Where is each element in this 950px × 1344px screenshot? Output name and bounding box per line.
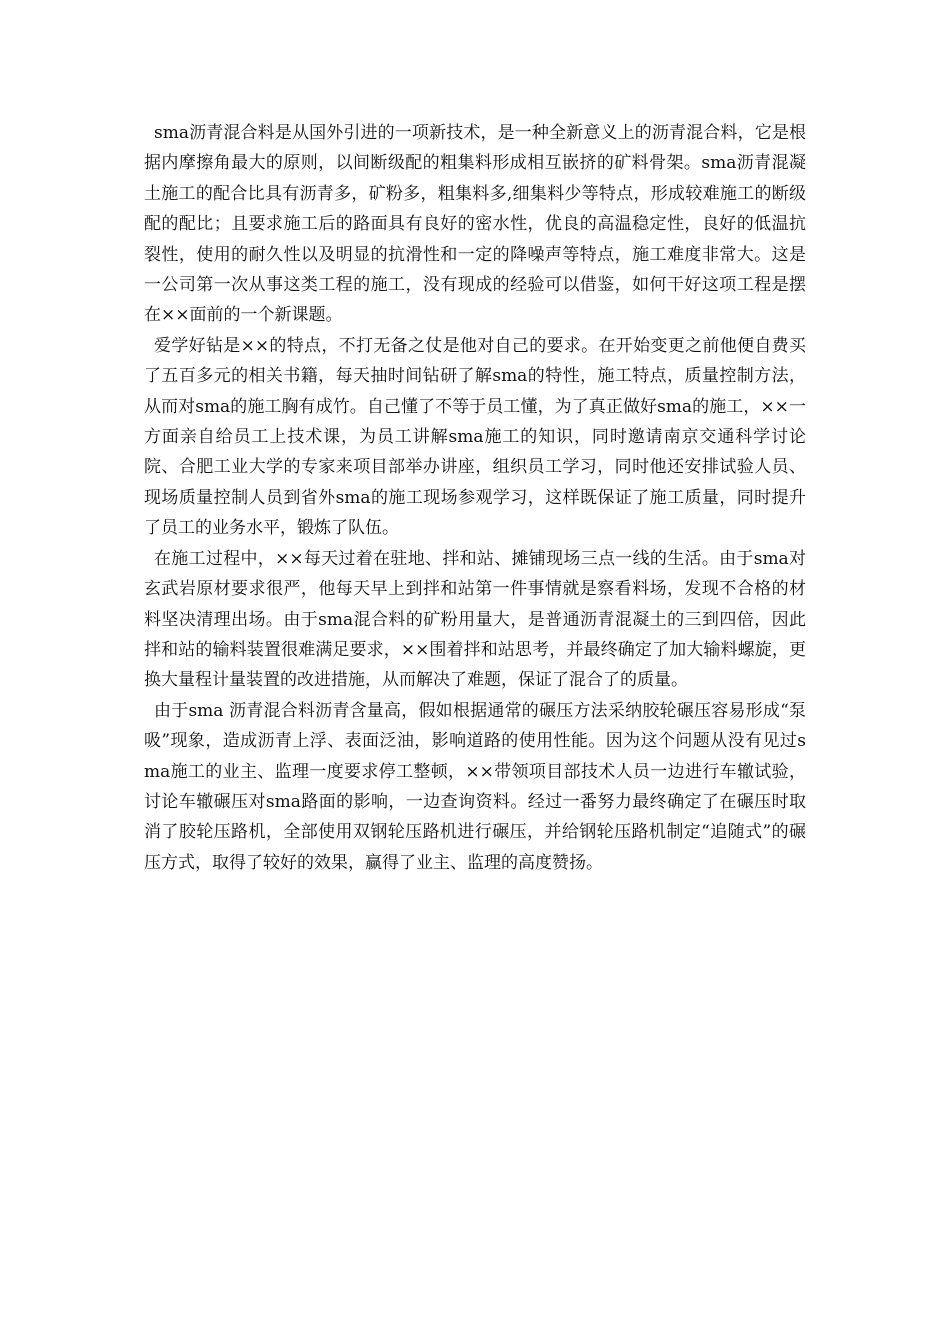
paragraph-1: sma沥青混合料是从国外引进的一项新技术，是一种全新意义上的沥青混合料，它是根据内摩擦角最大的原则，以间断级配的粗集料形成相互嵌挤的矿料骨架。sma沥青混凝土施工的配合比具有沥青多，矿粉多，粗集料多,细集料少等特点，形成较难施工的断级配的配比；且要求施工后的路面具有良好的密水性，优良的高温稳定性，良好的低温抗裂性，使用的耐久性以及明显的抗滑性和一定的降噪声等特点，施工难度非常大。这是一公司第一次从事这类工程的施工，没有现成的经验可以借鉴，如何干好这项工程是摆在××面前的一个新课题。 — [144, 123, 806, 326]
paragraph-3: 在施工过程中，××每天过着在驻地、拌和站、摊铺现场三点一线的生活。由于sma对玄武岩原材要求很严，他每天早上到拌和站第一件事情就是察看料场，发现不合格的材料坚决清理出场。由于sma混合料的矿粉用量大，是普通沥青混凝土的三到四倍，因此拌和站的输料装置很难满足要求，××围着拌和站思考，并最终确定了加大输料螺旋，更换大量程计量装置的改进措施，从而解决了难题，保证了混合了的质量。 — [144, 548, 806, 691]
paragraph-2: 爱学好钻是××的特点，不打无备之仗是他对自己的要求。在开始变更之前他便自费买了五百多元的相关书籍，每天抽时间钻研了解sma的特性，施工特点，质量控制方法，从而对sma的施工胸有成竹。自己懂了不等于员工懂，为了真正做好sma的施工，××一方面亲自给员工上技术课，为员工讲解sma施工的知识，同时邀请南京交通科学讨论院、合肥工业大学的专家来项目部举办讲座，组织员工学习，同时他还安排试验人员、现场质量控制人员到省外sma的施工现场参观学习，这样既保证了施工质量，同时提升了员工的业务水平，锻炼了队伍。 — [144, 335, 806, 539]
document-body — [144, 118, 806, 878]
paragraph-4: 由于sma 沥青混合料沥青含量高，假如根据通常的碾压方法采纳胶轮碾压容易形成“泵吸”现象，造成沥青上浮、表面泛油，影响道路的使用性能。因为这个问题从没有见过sma施工的业主、监理一度要求停工整顿，××带领项目部技术人员一边进行车辙试验，讨论车辙碾压对sma路面的影响，一边查询资料。经过一番努力最终确定了在碾压时取消了胶轮压路机，全部使用双钢轮压路机进行碾压，并给钢轮压路机制定“追随式”的碾压方式，取得了较好的效果，赢得了业主、监理的高度赞扬。 — [144, 700, 806, 873]
